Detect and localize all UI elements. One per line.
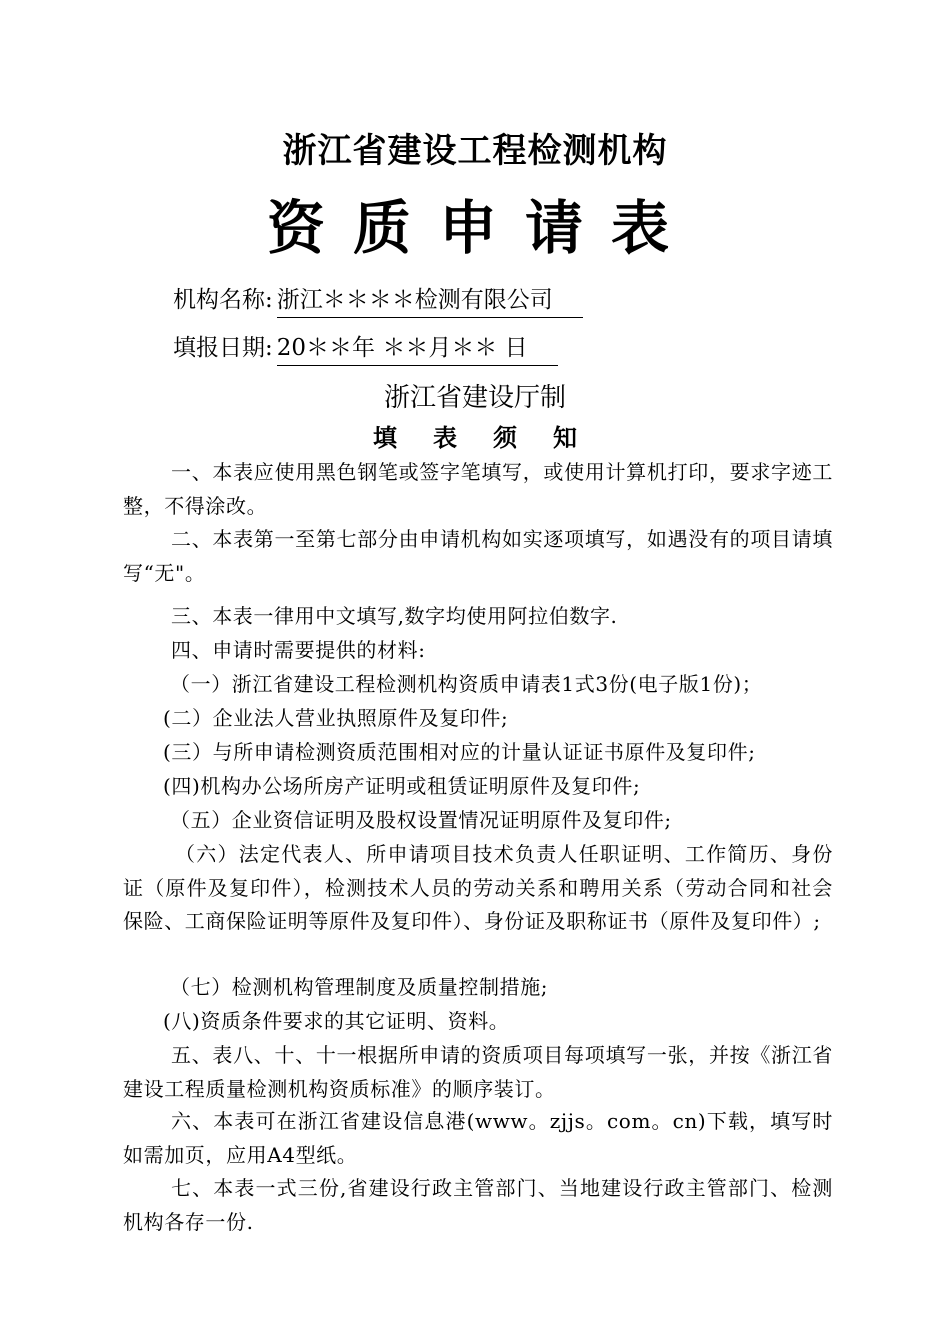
org-name-field (173, 283, 583, 318)
notice-item: 一、本表应使用黑色钢笔或签字笔填写，或使用计算机打印，要求字迹工整，不得涂改。 (123, 460, 833, 518)
notice-item: (四)机构办公场所房产证明或租赁证明原件及复印件; (163, 774, 641, 798)
notice-item: (三）与所申请检测资质范围相对应的计量认证证书原件及复印件; (163, 740, 756, 764)
form-title-main: 资质申请表 (266, 194, 697, 262)
notice-item: 二、本表第一至第七部分由申请机构如实逐项填写，如遇没有的项目请填写“无"。 (123, 527, 833, 585)
org-name-value: 浙江＊＊＊＊检测有限公司 (277, 283, 583, 318)
notice-item: （一）浙江省建设工程检测机构资质申请表1式3份(电子版1份)； (170, 672, 763, 696)
notice-item: 七、本表一式三份,省建设行政主管部门、当地建设行政主管部门、检测机构各存一份. (123, 1176, 833, 1234)
notice-item: （七）检测机构管理制度及质量控制措施; (170, 975, 549, 999)
notice-item: (八)资质条件要求的其它证明、资料。 (163, 1009, 510, 1033)
notice-item: (二）企业法人营业执照原件及复印件; (163, 706, 509, 730)
notice-item: 五、表八、十、十一根据所申请的资质项目每项填写一张，并按《浙江省建设工程质量检测机构资质标准》的顺序装订。 (123, 1043, 833, 1101)
issuer: 浙江省建设厅制 (383, 383, 566, 413)
report-date-label: 填报日期: (173, 335, 273, 361)
notice-item: 六、本表可在浙江省建设信息港(www。zjjs。com。cn)下载，填写时如需加页，应用A4型纸。 (123, 1109, 833, 1167)
notice-item: （六）法定代表人、所申请项目技术负责人任职证明、工作简历、身份证（原件及复印件），检测技术人员的劳动关系和聘用关系（劳动合同和社会保险、工商保险证明等原件及复印件）、身份证及职称证书（原件及复印件）; (123, 842, 833, 933)
notice-title: 填表须知 (373, 423, 613, 452)
notice-item: （五）企业资信证明及股权设置情况证明原件及复印件; (170, 808, 672, 832)
report-date-field (173, 331, 558, 366)
report-date-value: 20＊＊年 ＊＊月＊＊ 日 (277, 331, 558, 366)
notice-item: 三、本表一律用中文填写,数字均使用阿拉伯数字. (171, 604, 618, 628)
form-title-organization: 浙江省建设工程检测机构 (282, 131, 668, 171)
org-name-label: 机构名称: (173, 287, 273, 313)
notice-item: 四、申请时需要提供的材料: (171, 638, 426, 662)
